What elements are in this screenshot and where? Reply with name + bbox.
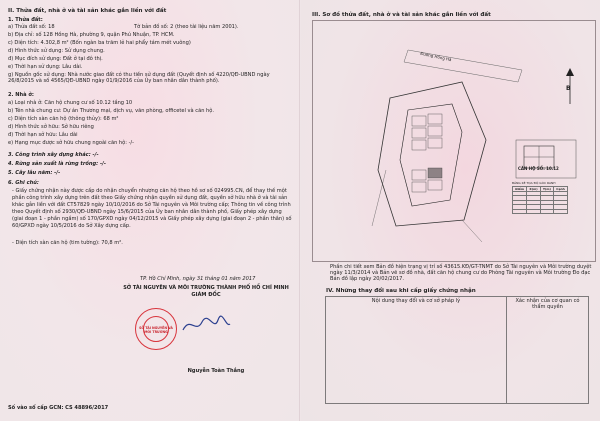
notes-text: - Giấy chứng nhận này được cấp do nhận chuyển nhượng căn hộ theo hồ sơ số 024995.CN, để thay thế một phần công trình xây dựng trên đất theo Giấy chứng nhận quyền sử dụng đất, quyền sở hữu nhà ở và tài sản khác gắn liền với đất CT57829 ngày 10/10/2016 do Sở Tài nguyên và Môi trường cấp; Thông tin về công trình theo Quyết định số 2930/QĐ-UBND ngày 15/6/2015 của Ủy ban nhân dân thành phố, Giấy phép xây dựng (giai đoạn 1 - phần ngầm) số 170/GPXD ngày 04/12/2015 và Giấy phép xây dựng (giai đoạn 2 - phần thân) số 60/GPXD ngày 10/5/2016 do Sở Xây dựng cấp. bbox=[12, 188, 292, 229]
signing-place-date: TP. Hồ Chí Minh, ngày 31 tháng 01 năm 2017 bbox=[140, 276, 256, 282]
apt-inset-label: CĂN HỘ SỐ: 10.12 bbox=[518, 166, 559, 171]
land-usage-purpose: đ) Mục đích sử dụng: Đất ở tại đô thị. bbox=[8, 56, 103, 62]
confirm-column bbox=[507, 297, 589, 404]
land-address: b) Địa chỉ: số 128 Hồng Hà, phường 9, quận Phú Nhuận, TP. HCM. bbox=[8, 32, 175, 38]
signer-name: Nguyễn Toàn Thắng bbox=[187, 368, 245, 374]
north-label: B bbox=[566, 85, 571, 92]
section-2-title: II. Thửa đất, nhà ở và tài sản khác gắn liền với đất bbox=[8, 8, 167, 14]
apt-inset-frame bbox=[516, 140, 576, 178]
street-label: Đường Hồng Hà bbox=[419, 50, 452, 63]
land-parcel-no: a) Thửa đất số: 18 bbox=[8, 24, 55, 30]
coord-table bbox=[512, 186, 568, 214]
land-usage-term: e) Thời hạn sử dụng: Lâu dài. bbox=[8, 64, 83, 70]
land-map-sheet: Tờ bản đồ số: 2 (theo tài liệu năm 2001). bbox=[134, 24, 239, 30]
confirm-column-header: Xác nhận của cơ quan có thẩm quyền bbox=[515, 298, 580, 310]
dim-line-left bbox=[372, 170, 386, 226]
register-number: Số vào sổ cấp GCN: CS 48896/2017 bbox=[8, 405, 109, 411]
stamp-text: SỞ TÀI NGUYÊN VÀ MÔI TRƯỜNG bbox=[139, 326, 173, 334]
building-footprint bbox=[400, 104, 462, 206]
changes-column bbox=[326, 297, 507, 404]
floor-area-note: - Diện tích sàn căn hộ (tim tường): 70,8 m². bbox=[12, 240, 123, 246]
house-heading: 2. Nhà ở: bbox=[8, 92, 34, 98]
land-usage-form: d) Hình thức sử dụng: Sử dụng chung. bbox=[8, 48, 105, 54]
notes-heading: 6. Ghi chú: bbox=[8, 180, 39, 186]
signature-mark bbox=[180, 312, 232, 336]
coord-header-y: Y(m) bbox=[540, 187, 553, 192]
changes-column-header: Nội dung thay đổi và cơ sở pháp lý bbox=[371, 298, 461, 304]
perennial-trees: 5. Cây lâu năm: -/- bbox=[8, 170, 61, 176]
unit-10-12 bbox=[428, 168, 442, 178]
house-area: c) Diện tích sàn căn hộ (thông thủy): 68 m² bbox=[8, 116, 119, 122]
land-origin: g) Nguồn gốc sử dụng: Nhà nước giao đất có thu tiền sử dụng đất (Quyết định số 4220/QĐ-UBND ngày 26/8/2015 và số 4565/QĐ-UBND ngày 01/9/2016 của Ủy ban nhân dân thành phố). bbox=[8, 72, 270, 84]
site-plan-drawing bbox=[312, 20, 594, 260]
land-area: c) Diện tích: 4.302,8 m² (Bốn ngàn ba trăm lẻ hai phẩy tám mét vuông) bbox=[8, 40, 191, 46]
map-caption: Phần chi tiết xem Bản đồ hiện trạng vị trí số 43615.KĐ/GT-TNMT do Sở Tài nguyên và Môi trường duyệt ngày 11/3/2014 và Bản vẽ sơ đồ nhà, đất căn hộ chung cư do Phòng Tài nguyên và Môi trường Đo đạc Bản đồ lập ngày 20/02/2017. bbox=[330, 264, 592, 282]
land-heading: 1. Thửa đất: bbox=[8, 17, 43, 23]
house-common-area: e) Hạng mục được sở hữu chung ngoài căn hộ: -/- bbox=[8, 140, 134, 146]
section-3-title: III. Sơ đồ thửa đất, nhà ở và tài sản khác gắn liền với đất bbox=[312, 12, 491, 18]
north-arrow-head bbox=[566, 68, 574, 76]
coord-header-x: X(m) bbox=[527, 187, 540, 192]
parcel-boundary bbox=[378, 82, 486, 226]
page-fold bbox=[299, 0, 301, 421]
house-building: b) Tên nhà chung cư: Dự án Thương mại, dịch vụ, văn phòng, officetel và căn hộ. bbox=[8, 108, 215, 114]
house-type: a) Loại nhà ở: Căn hộ chung cư số 10.12 tầng 10 bbox=[8, 100, 133, 106]
other-construction: 3. Công trình xây dựng khác: -/- bbox=[8, 152, 99, 158]
signing-position: GIÁM ĐỐC bbox=[191, 292, 221, 298]
planted-forest: 4. Rừng sản xuất là rừng trồng: -/- bbox=[8, 161, 107, 167]
signing-agency: SỞ TÀI NGUYÊN VÀ MÔI TRƯỜNG THÀNH PHỐ HỒ CHÍ MINH bbox=[123, 285, 289, 291]
dim-line-right bbox=[462, 220, 482, 242]
coord-header-edge: Cạnh bbox=[554, 187, 568, 192]
coord-header-point: Điểm bbox=[513, 187, 527, 192]
section-4-title: IV. Những thay đổi sau khi cấp giấy chứng nhận bbox=[326, 288, 476, 294]
coord-table-title: BẢNG KÊ TỌA ĐỘ GÓC RANH bbox=[512, 181, 556, 185]
apartment-grid bbox=[412, 114, 442, 192]
changes-table bbox=[325, 296, 589, 404]
house-ownership: d) Hình thức sở hữu: Sở hữu riêng bbox=[8, 124, 94, 130]
house-term: đ) Thời hạn sở hữu: Lâu dài bbox=[8, 132, 78, 138]
